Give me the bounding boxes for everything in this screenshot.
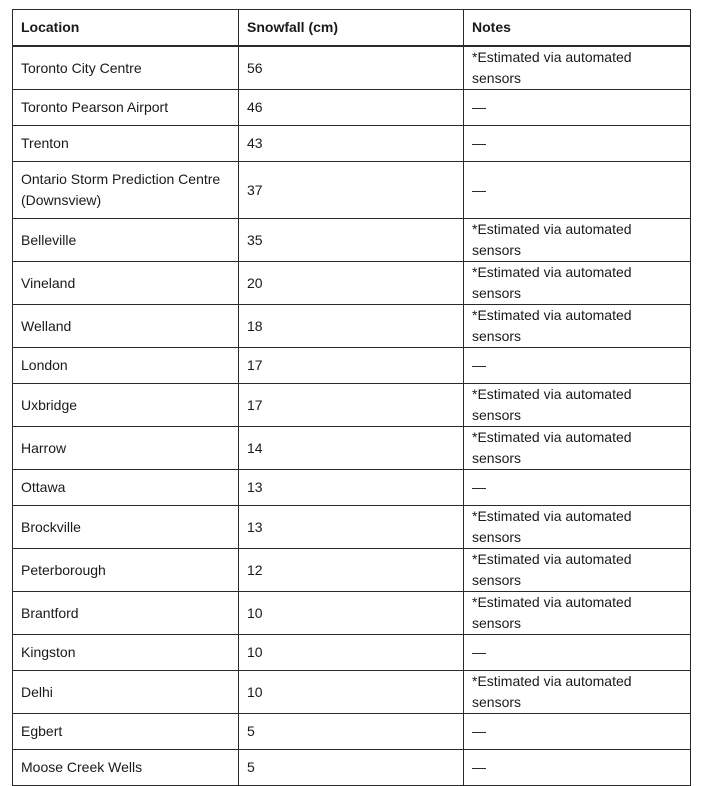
cell-location: Welland <box>13 305 239 348</box>
header-row <box>13 10 691 47</box>
table-row <box>13 671 691 714</box>
cell-notes: — <box>464 470 691 506</box>
cell-notes: *Estimated via automated sensors <box>464 506 691 549</box>
cell-notes: — <box>464 348 691 384</box>
cell-snowfall: 37 <box>239 162 464 219</box>
cell-notes: — <box>464 714 691 750</box>
cell-location: Moose Creek Wells <box>13 750 239 786</box>
cell-location: Vineland <box>13 262 239 305</box>
cell-location: Trenton <box>13 126 239 162</box>
table-row <box>13 506 691 549</box>
cell-location: Brockville <box>13 506 239 549</box>
table-row <box>13 126 691 162</box>
table-row <box>13 427 691 470</box>
cell-notes: *Estimated via automated sensors <box>464 46 691 90</box>
cell-location: Toronto Pearson Airport <box>13 90 239 126</box>
cell-notes: *Estimated via automated sensors <box>464 427 691 470</box>
cell-notes: *Estimated via automated sensors <box>464 549 691 592</box>
cell-snowfall: 13 <box>239 470 464 506</box>
cell-snowfall: 35 <box>239 219 464 262</box>
cell-snowfall: 12 <box>239 549 464 592</box>
table-row <box>13 348 691 384</box>
cell-notes: *Estimated via automated sensors <box>464 219 691 262</box>
cell-location: Brantford <box>13 592 239 635</box>
snowfall-table <box>12 9 691 786</box>
table-row <box>13 384 691 427</box>
cell-notes: — <box>464 750 691 786</box>
cell-location: Uxbridge <box>13 384 239 427</box>
table-body <box>13 46 691 786</box>
cell-snowfall: 14 <box>239 427 464 470</box>
table-row <box>13 750 691 786</box>
cell-snowfall: 10 <box>239 671 464 714</box>
table-row <box>13 262 691 305</box>
cell-snowfall: 5 <box>239 750 464 786</box>
cell-location: Peterborough <box>13 549 239 592</box>
table-row <box>13 549 691 592</box>
cell-notes: — <box>464 126 691 162</box>
cell-snowfall: 17 <box>239 348 464 384</box>
table-row <box>13 592 691 635</box>
cell-notes: *Estimated via automated sensors <box>464 305 691 348</box>
cell-snowfall: 46 <box>239 90 464 126</box>
cell-snowfall: 43 <box>239 126 464 162</box>
cell-location: London <box>13 348 239 384</box>
cell-notes: *Estimated via automated sensors <box>464 384 691 427</box>
table-row <box>13 46 691 90</box>
cell-location: Belleville <box>13 219 239 262</box>
cell-notes: — <box>464 635 691 671</box>
cell-location: Toronto City Centre <box>13 46 239 90</box>
table-row <box>13 219 691 262</box>
cell-snowfall: 20 <box>239 262 464 305</box>
cell-snowfall: 10 <box>239 635 464 671</box>
cell-notes: *Estimated via automated sensors <box>464 592 691 635</box>
cell-notes: — <box>464 162 691 219</box>
header-notes: Notes <box>464 10 691 47</box>
cell-snowfall: 13 <box>239 506 464 549</box>
table-row <box>13 305 691 348</box>
cell-notes: *Estimated via automated sensors <box>464 262 691 305</box>
cell-snowfall: 56 <box>239 46 464 90</box>
table-row <box>13 635 691 671</box>
cell-notes: *Estimated via automated sensors <box>464 671 691 714</box>
cell-location: Ottawa <box>13 470 239 506</box>
table-row <box>13 714 691 750</box>
table-row <box>13 470 691 506</box>
header-snowfall: Snowfall (cm) <box>239 10 464 47</box>
cell-notes: — <box>464 90 691 126</box>
cell-location: Harrow <box>13 427 239 470</box>
cell-location: Delhi <box>13 671 239 714</box>
cell-snowfall: 18 <box>239 305 464 348</box>
header-location: Location <box>13 10 239 47</box>
table-row <box>13 162 691 219</box>
table-row <box>13 90 691 126</box>
cell-snowfall: 10 <box>239 592 464 635</box>
cell-location: Kingston <box>13 635 239 671</box>
cell-snowfall: 5 <box>239 714 464 750</box>
cell-snowfall: 17 <box>239 384 464 427</box>
cell-location: Egbert <box>13 714 239 750</box>
cell-location: Ontario Storm Prediction Centre (Downsview) <box>13 162 239 219</box>
